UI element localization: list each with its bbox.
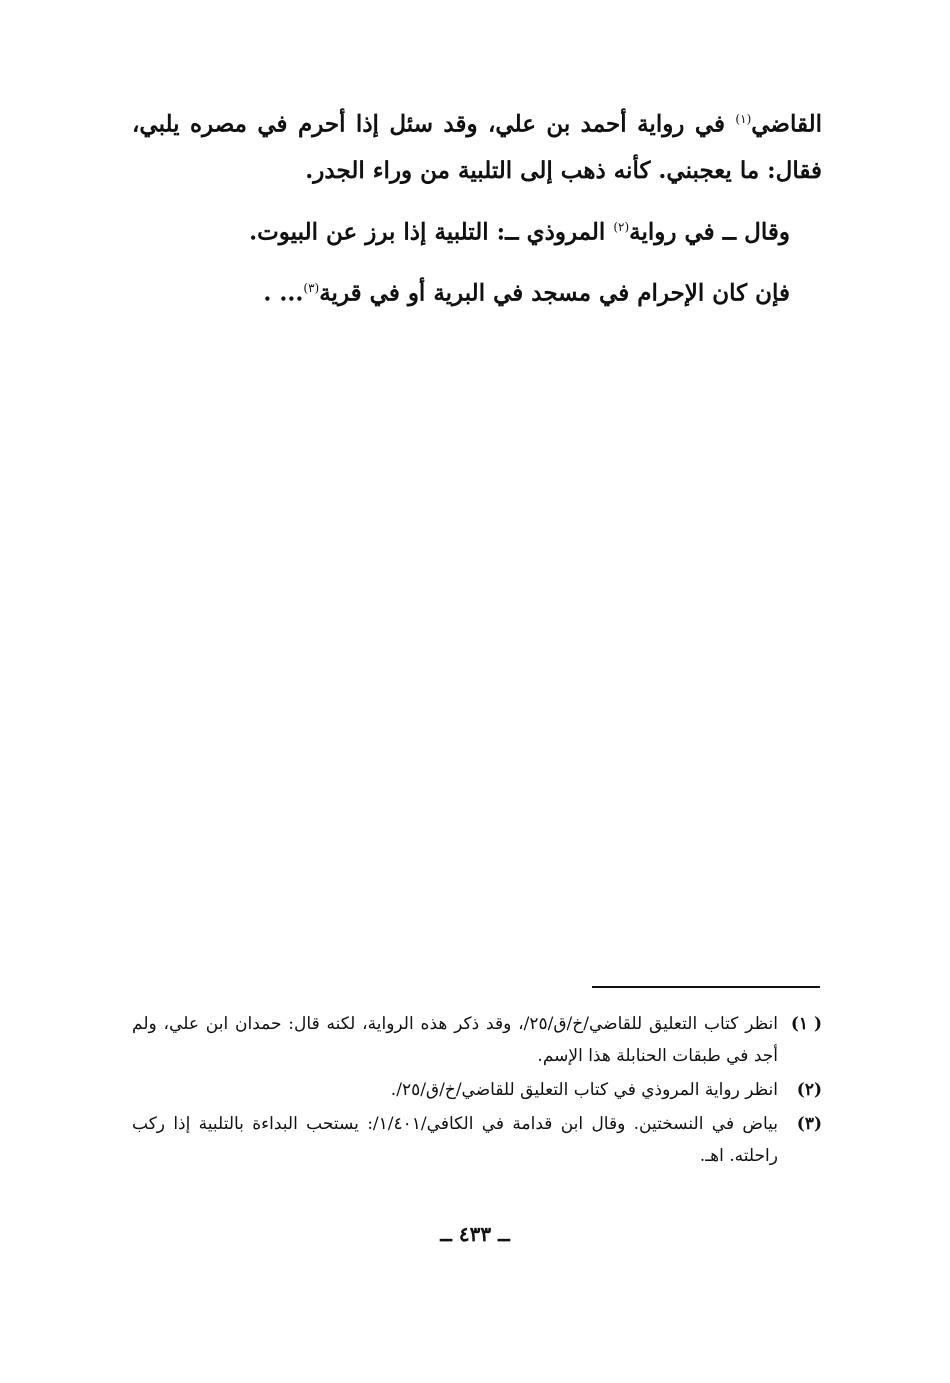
footnote-number: (٢) bbox=[796, 1080, 822, 1100]
footnote-2 bbox=[132, 1074, 822, 1106]
paragraph-1 bbox=[132, 96, 822, 194]
paragraph-3-start: فإن كان الإحرام في مسجد في البرية أو في قرية bbox=[319, 279, 790, 307]
paragraph-2-rest: المروذي ــ: التلبية إذا برز عن البيوت. bbox=[249, 218, 614, 246]
footnote-text: انظر رواية المروذي في كتاب التعليق للقاضي/خ/ق/٢٥/. bbox=[390, 1080, 778, 1100]
footnote-ref-3: (٣) bbox=[303, 281, 320, 296]
paragraph-1-rest: في رواية أحمد بن علي، وقد سئل إذا أحرم في مصره يلبي، فقال: ما يعجبني. كأنه ذهب إلى التلبية من وراء الجدر. bbox=[132, 110, 822, 184]
footnote-number: (٣) bbox=[796, 1114, 822, 1134]
paragraph-3 bbox=[132, 265, 822, 317]
footnote-ref-2: (٢) bbox=[613, 219, 630, 234]
footnote-3 bbox=[132, 1108, 822, 1172]
paragraph-2-start: وقال ــ في رواية bbox=[629, 218, 790, 246]
paragraph-2 bbox=[132, 204, 822, 256]
footnote-text: بياض في النسختين. وقال ابن قدامة في الكافي/١/٤٠١/: يستحب البداءة بالتلبية إذا ركب راحلته. اهـ. bbox=[132, 1114, 778, 1166]
footnote-ref-1: (١) bbox=[735, 112, 752, 126]
footnote-text: انظر كتاب التعليق للقاضي/خ/ق/٢٥/، وقد ذكر هذه الرواية، لكنه قال: حمدان ابن علي، ولم أجد في طبقات الحنابلة هذا الإسم. bbox=[132, 1014, 779, 1066]
footnotes bbox=[132, 1008, 822, 1174]
page-number: ــ ٤٣٣ ــ bbox=[440, 1222, 510, 1246]
paragraph-3-rest: ... . bbox=[263, 279, 304, 307]
footnote-1 bbox=[132, 1008, 822, 1072]
footnote-separator bbox=[592, 986, 820, 988]
main-text bbox=[132, 96, 822, 317]
footnote-number: ( ١) bbox=[790, 1014, 822, 1034]
paragraph-1-start: القاضي bbox=[751, 110, 822, 138]
